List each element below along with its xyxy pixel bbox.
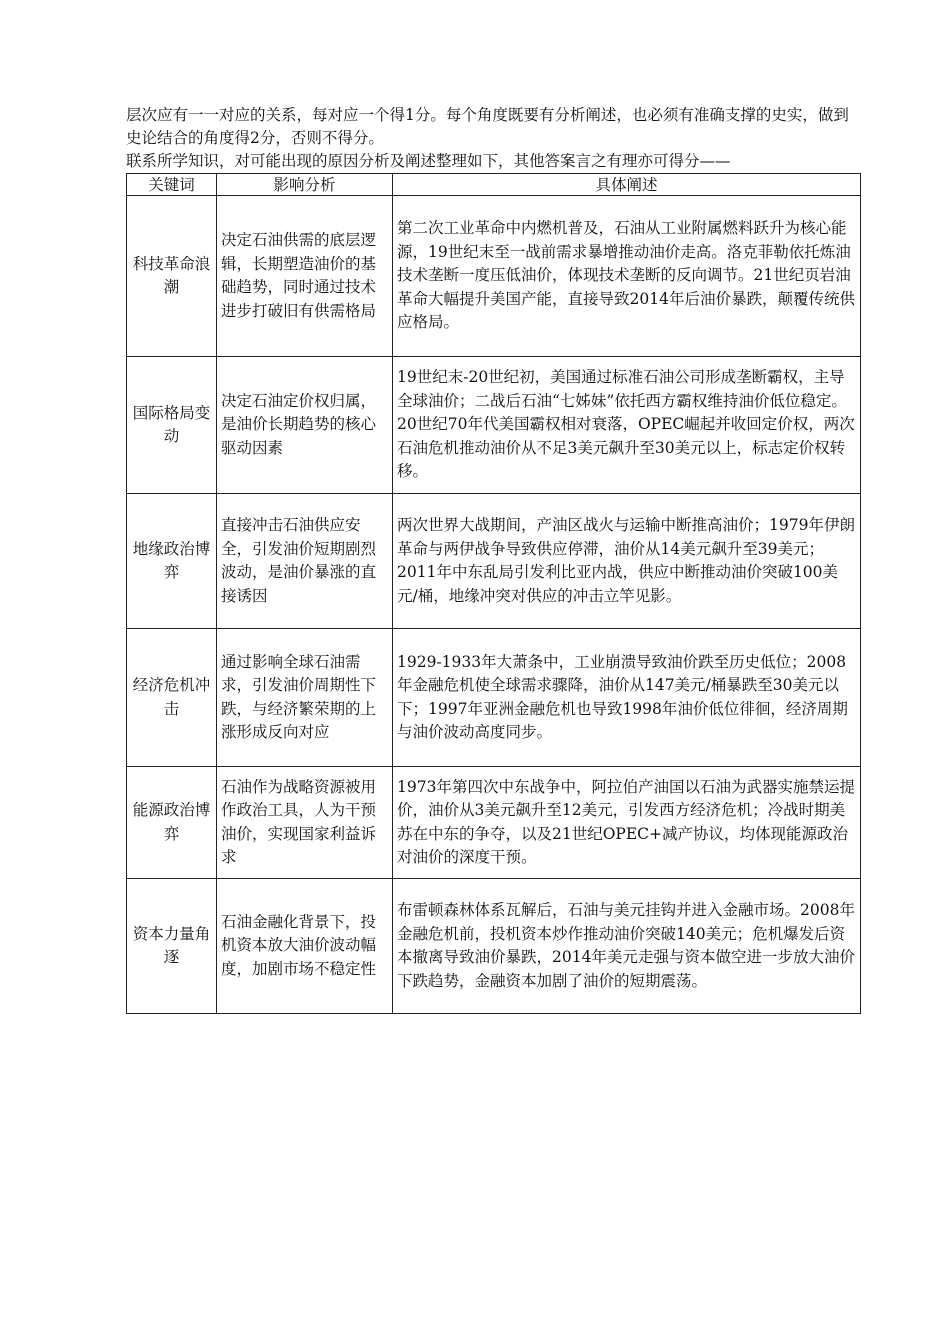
- row-analysis: 直接冲击石油供应安全，引发油价短期剧烈波动，是油价暴涨的直接诱因: [217, 494, 393, 629]
- row-keyword: 经济危机冲击: [127, 629, 217, 767]
- row-analysis: 石油金融化背景下，投机资本放大油价波动幅度，加剧市场不稳定性: [217, 879, 393, 1014]
- table-row: [127, 357, 861, 494]
- row-keyword: 科技革命浪潮: [127, 196, 217, 357]
- header-keyword: 关键词: [127, 174, 217, 196]
- row-detail: 第二次工业革命中内燃机普及，石油从工业附属燃料跃升为核心能源，19世纪末至一战前需求暴增推动油价走高。洛克菲勒依托炼油技术垄断一度压低油价，体现技术垄断的反向调节。21世纪页岩油革命大幅提升美国产能，直接导致2014年后油价暴跌，颠覆传统供应格局。: [393, 196, 861, 357]
- table-row: [127, 879, 861, 1014]
- table-row: [127, 494, 861, 629]
- row-detail: 两次世界大战期间，产油区战火与运输中断推高油价；1979年伊朗革命与两伊战争导致供应停滞，油价从14美元飙升至39美元；2011年中东乱局引发利比亚内战，供应中断推动油价突破100美元/桶，地缘冲突对供应的冲击立竿见影。: [393, 494, 861, 629]
- row-keyword: 地缘政治博弈: [127, 494, 217, 629]
- row-detail: 1929-1933年大萧条中，工业崩溃导致油价跌至历史低位；2008年金融危机使全球需求骤降，油价从147美元/桶暴跌至30美元以下；1997年亚洲金融危机也导致1998年油价低位徘徊，经济周期与油价波动高度同步。: [393, 629, 861, 767]
- row-analysis: 决定石油定价权归属，是油价长期趋势的核心驱动因素: [217, 357, 393, 494]
- table-row: [127, 629, 861, 767]
- table-row: [127, 196, 861, 357]
- header-detail: 具体阐述: [393, 174, 861, 196]
- row-keyword: 国际格局变动: [127, 357, 217, 494]
- intro-lead: 联系所学知识，对可能出现的原因分析及阐述整理如下，其他答案言之有理亦可得分——: [126, 152, 731, 170]
- table-header-row: [127, 174, 861, 196]
- intro-paragraph: 层次应有一一对应的关系，每对应一个得1分。每个角度既要有分析阐述，也必须有准确支撑的史实，做到史论结合的角度得2分，否则不得分。: [126, 106, 849, 147]
- row-keyword: 能源政治博弈: [127, 767, 217, 879]
- row-detail: 1973年第四次中东战争中，阿拉伯产油国以石油为武器实施禁运提价，油价从3美元飙升至12美元，引发西方经济危机；冷战时期美苏在中东的争夺，以及21世纪OPEC+减产协议，均体现能源政治对油价的深度干预。: [393, 767, 861, 879]
- row-detail: 19世纪末-20世纪初，美国通过标准石油公司形成垄断霸权，主导全球油价；二战后石油“七姊妹”依托西方霸权维持油价低位稳定。20世纪70年代美国霸权相对衰落，OPEC崛起并收回定价权，两次石油危机推动油价从不足3美元飙升至30美元以上，标志定价权转移。: [393, 357, 861, 494]
- row-analysis: 决定石油供需的底层逻辑，长期塑造油价的基础趋势，同时通过技术进步打破旧有供需格局: [217, 196, 393, 357]
- row-keyword: 资本力量角逐: [127, 879, 217, 1014]
- row-analysis: 石油作为战略资源被用作政治工具，人为干预油价，实现国家利益诉求: [217, 767, 393, 879]
- document-page: [126, 104, 860, 1014]
- answer-table: [126, 173, 861, 1014]
- header-analysis: 影响分析: [217, 174, 393, 196]
- table-row: [127, 767, 861, 879]
- row-analysis: 通过影响全球石油需求，引发油价周期性下跌，与经济繁荣期的上涨形成反向对应: [217, 629, 393, 767]
- row-detail: 布雷顿森林体系瓦解后，石油与美元挂钩并进入金融市场。2008年金融危机前，投机资本炒作推动油价突破140美元；危机爆发后资本撤离导致油价暴跌，2014年美元走强与资本做空进一步放大油价下跌趋势，金融资本加剧了油价的短期震荡。: [393, 879, 861, 1014]
